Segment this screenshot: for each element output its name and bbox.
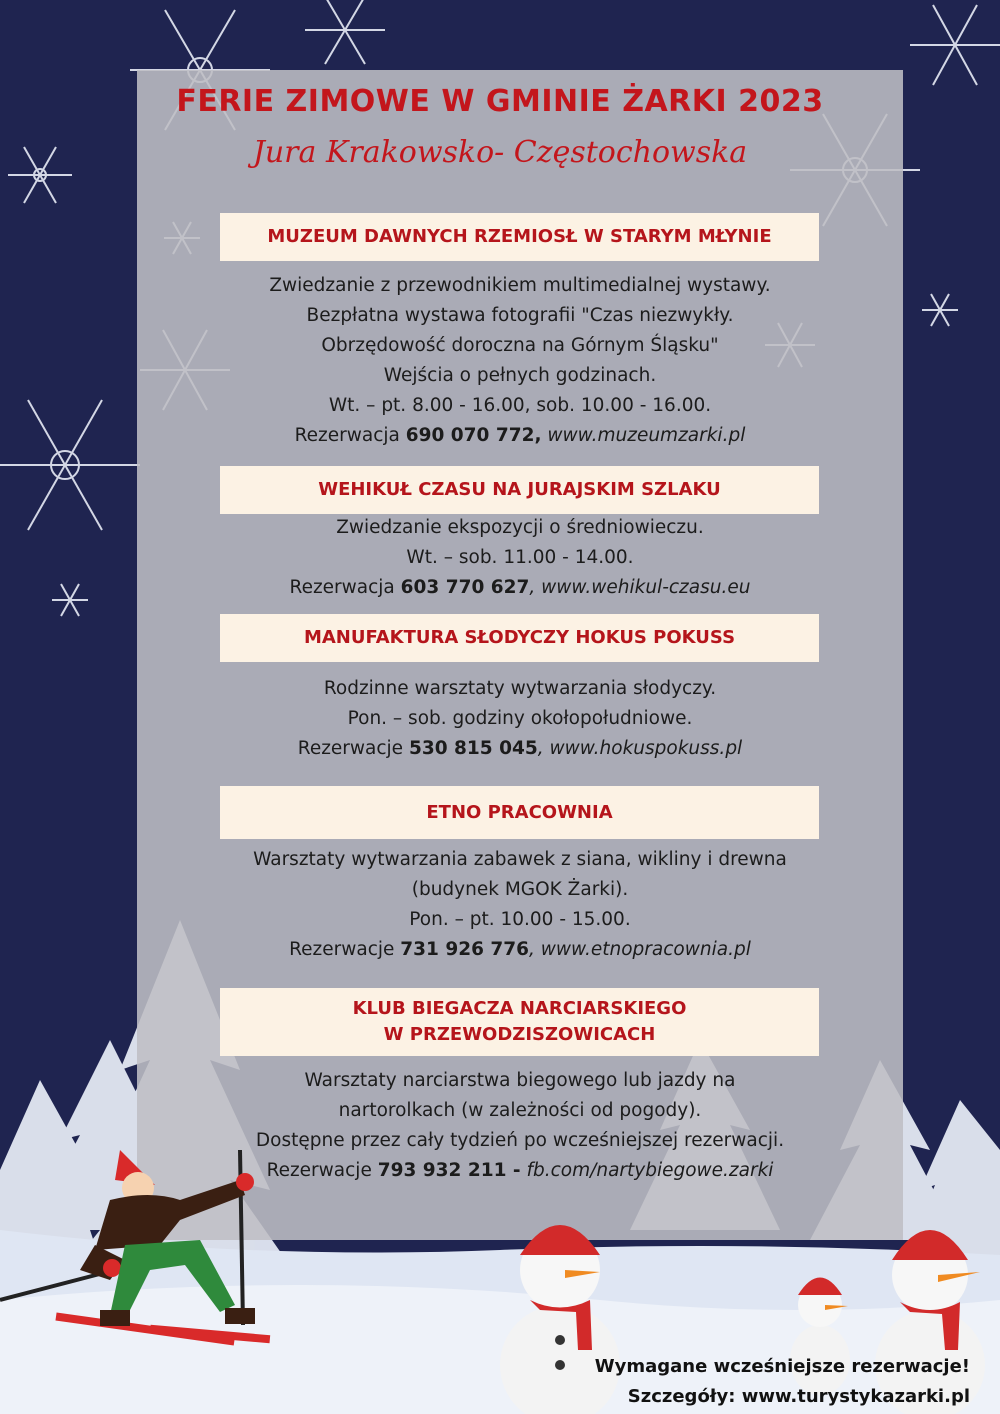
body-line: Wejścia o pełnych godzinach. (383, 365, 657, 386)
section-heading-museum: MUZEUM DAWNYCH RZEMIOSŁ W STARYM MŁYNIE (220, 213, 819, 261)
section-body-museum (175, 271, 865, 451)
contact-label: Rezerwacje (266, 1160, 378, 1181)
body-line: (budynek MGOK Żarki). (411, 879, 629, 900)
website: , www.hokuspokuss.pl (537, 738, 743, 759)
body-line: Obrzędowość doroczna na Górnym Śląsku" (321, 335, 719, 356)
body-line: Wt. – sob. 11.00 - 14.00. (406, 547, 634, 568)
body-line: Zwiedzanie ekspozycji o średniowieczu. (336, 517, 704, 538)
phone-number: 793 932 211 - (377, 1160, 521, 1181)
website: fb.com/nartybiegowe.zarki (520, 1160, 774, 1181)
body-line: Pon. – pt. 10.00 - 15.00. (409, 909, 631, 930)
section-body-sweets (175, 674, 865, 764)
footer-reservation-note: Wymagane wcześniejsze rezerwacje! (594, 1356, 970, 1377)
phone-number: 530 815 045 (408, 738, 538, 759)
section-body-etno (175, 845, 865, 965)
website: www.muzeumzarki.pl (541, 425, 746, 446)
section-heading-sweets: MANUFAKTURA SŁODYCZY HOKUS POKUSS (220, 614, 819, 662)
body-line: Rodzinne warsztaty wytwarzania słodyczy. (323, 678, 717, 699)
heading-line: W PRZEWODZISZOWICACH (383, 1024, 656, 1045)
contact-label: Rezerwacja (289, 577, 401, 598)
skier-illustration (0, 1140, 300, 1360)
body-line: Zwiedzanie z przewodnikiem multimedialnej wystawy. (269, 275, 771, 296)
contact-line (175, 573, 865, 603)
phone-number: 603 770 627 (400, 577, 530, 598)
section-heading-etno: ETNO PRACOWNIA (220, 786, 819, 839)
heading-line: KLUB BIEGACZA NARCIARSKIEGO (352, 998, 687, 1019)
contact-line (175, 935, 865, 965)
contact-label: Rezerwacje (297, 738, 409, 759)
contact-line (175, 421, 865, 451)
website: , www.etnopracownia.pl (529, 939, 751, 960)
footer-note (595, 1352, 970, 1412)
section-heading-ski-club (220, 988, 819, 1056)
body-line: Wt. – pt. 8.00 - 16.00, sob. 10.00 - 16.00. (328, 395, 712, 416)
website: , www.wehikul-czasu.eu (529, 577, 751, 598)
phone-number: 731 926 776 (400, 939, 530, 960)
footer-details-link: Szczegóły: www.turystykazarki.pl (627, 1386, 970, 1407)
body-line: nartorolkach (w zależności od pogody). (338, 1100, 702, 1121)
phone-number: 690 070 772, (405, 425, 542, 446)
body-line: Pon. – sob. godziny okołopołudniowe. (347, 708, 693, 729)
section-heading-time-machine: WEHIKUŁ CZASU NA JURAJSKIM SZLAKU (220, 466, 819, 514)
contact-label: Rezerwacja (294, 425, 406, 446)
page-subtitle: Jura Krakowsko- Częstochowska (252, 135, 748, 170)
contact-line (175, 734, 865, 764)
body-line: Warsztaty wytwarzania zabawek z siana, wikliny i drewna (253, 849, 787, 870)
body-line: Warsztaty narciarstwa biegowego lub jazdy na (304, 1070, 736, 1091)
contact-label: Rezerwacje (289, 939, 401, 960)
page-title: FERIE ZIMOWE W GMINIE ŻARKI 2023 (176, 84, 824, 119)
body-line: Dostępne przez cały tydzień po wcześniejszej rezerwacji. (255, 1130, 785, 1151)
body-line: Bezpłatna wystawa fotografii "Czas niezwykły. (306, 305, 734, 326)
section-body-time-machine (175, 513, 865, 603)
